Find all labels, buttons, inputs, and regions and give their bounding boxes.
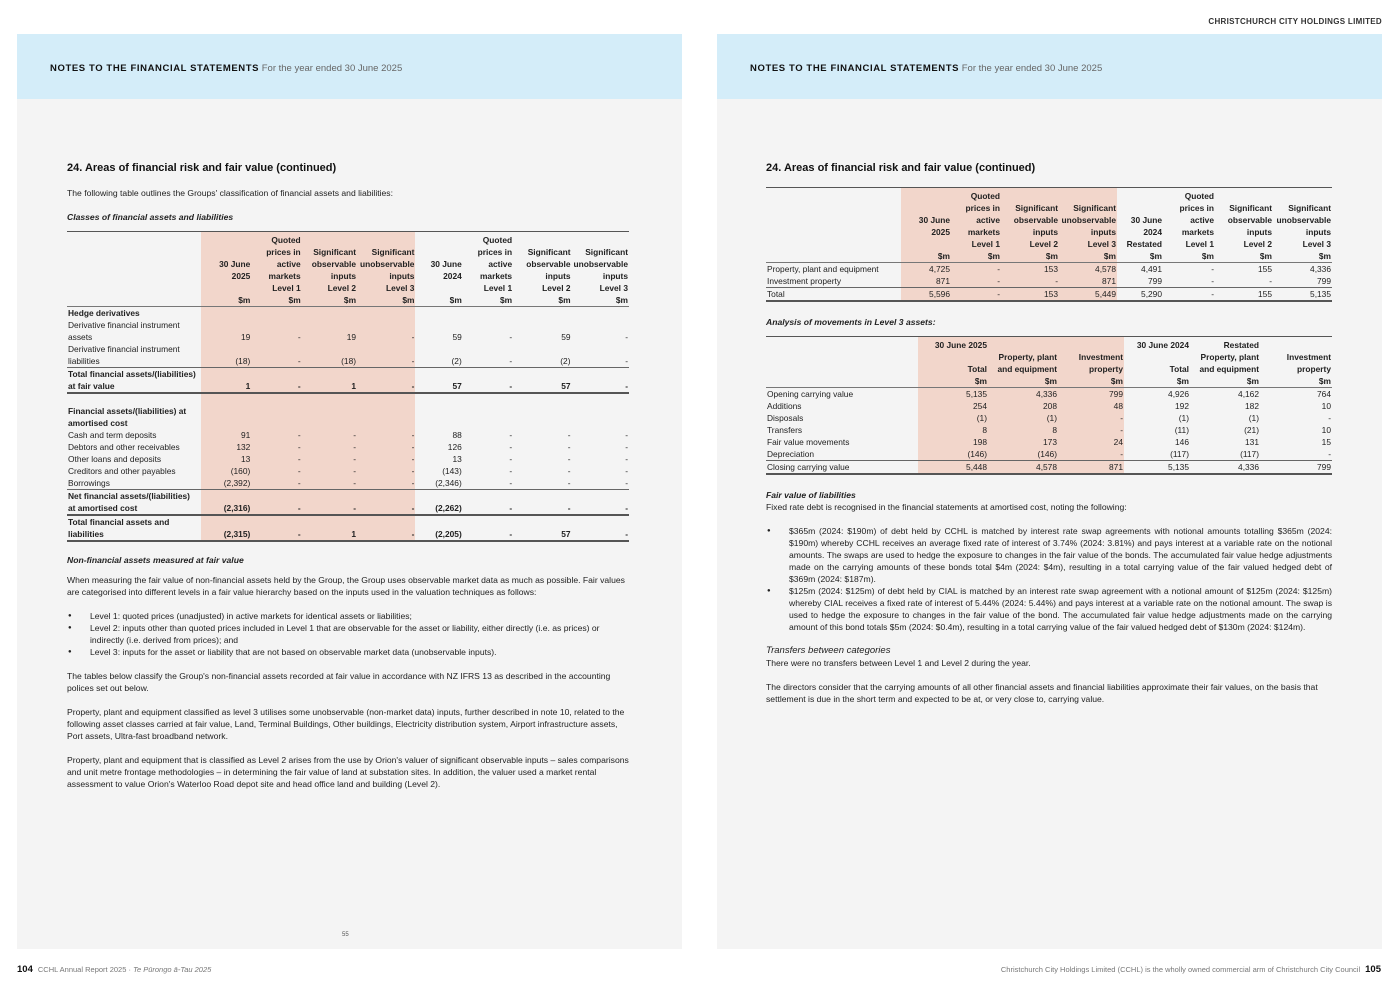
row-label: Closing carrying value <box>766 461 918 475</box>
table-cell: - <box>251 453 301 465</box>
liabilities-list <box>766 525 1332 633</box>
table-cell: - <box>625 356 628 366</box>
table-cell: (2) <box>451 356 462 366</box>
table-cell: 57 <box>513 368 571 394</box>
table-cell: 5,449 <box>1059 288 1117 302</box>
list-item: ● $365m (2024: $190m) of debt held by CCHL is matched by interest rate swap agreements with notional amounts totalling $365m (2024: $190m) whereby CCHL receives an average fixed rate of interest of 3.74% (2024: 3.81%) and pays interest at a variable rate on the notional amounts. The swaps are used to hedge the exposure to changes in the fair value of the bonds. The accumulated fair value hedge adjustments made on the carrying amounts of these bonds total $4m (2024: $4m), resulting in a total carrying value of the fair valued hedged debt of $369m (2024: $187m). <box>766 525 1332 585</box>
table-cell <box>201 405 251 429</box>
table-cell: - <box>302 490 357 516</box>
nonfinancial-title: Non-financial assets measured at fair value <box>67 555 244 565</box>
column-header: Investment property $m <box>1058 337 1124 388</box>
table-cell: - <box>357 515 415 541</box>
table-cell: 8 <box>918 424 988 436</box>
column-header: Quoted prices in active markets Level 1 $m <box>251 232 301 307</box>
table-cell: - <box>509 478 513 488</box>
table-cell: (2,346) <box>435 478 462 488</box>
table-cell: - <box>463 368 513 394</box>
table-cell: 59 <box>452 332 462 342</box>
table-cell <box>513 393 571 405</box>
table-cell: - <box>572 490 629 516</box>
footer-text: CCHL Annual Report 2025 · <box>37 965 134 974</box>
table-cell <box>463 405 513 429</box>
table-cell <box>357 393 415 405</box>
row-label: Derivative financial instrument assets <box>68 320 180 342</box>
table-row <box>67 429 629 441</box>
table-cell <box>415 405 462 429</box>
table-row <box>766 448 1332 461</box>
column-header: Quoted prices in active markets Level 1 $m <box>951 188 1001 263</box>
table-cell: 19 <box>302 319 357 343</box>
table-cell: - <box>302 477 357 490</box>
table-cell: - <box>509 430 513 440</box>
table-cell: 131 <box>1245 437 1259 447</box>
page-header <box>717 34 1382 99</box>
table-cell: - <box>951 275 1001 288</box>
table-row <box>67 368 629 394</box>
table-cell: - <box>1211 264 1214 274</box>
table-cell: - <box>357 429 415 441</box>
table-cell: 4,336 <box>1190 461 1260 475</box>
table-row <box>67 319 629 343</box>
table-cell: 155 <box>1215 288 1273 302</box>
column-header: 30 June 2024 $m <box>415 232 462 307</box>
table-cell: 254 <box>918 400 988 412</box>
table-cell: (2,392) <box>201 477 251 490</box>
paragraph: The directors consider that the carrying amounts of all other financial assets and financial liabilities approximate their fair values, on the basis that settlement is due in the short term and expected to be at, or very close to, carrying value. <box>766 682 1318 704</box>
table-cell: (143) <box>442 466 462 476</box>
table-cell <box>251 405 301 429</box>
table-cell: (2,316) <box>201 490 251 516</box>
table-cell: 4,336 <box>1310 264 1331 274</box>
paragraph: Property, plant and equipment classified as level 3 utilises some unobservable (non-market data) inputs, further described in note 10, related to the following asset classes carried at fair value, Land, Terminal Buildings, Other buildings, Electricity distribution system, Airport infrastructure assets, Port assets, Ultra-fast broadband network. <box>67 707 625 741</box>
table-cell: 764 <box>1317 389 1331 399</box>
table-header-row <box>67 232 629 307</box>
table-row <box>766 275 1332 288</box>
table-cell: - <box>509 454 513 464</box>
table-cell: 799 <box>1260 461 1332 475</box>
column-header: 30 June 2024 Total $m <box>1124 337 1190 388</box>
table-cell: 799 <box>1148 276 1162 286</box>
table-cell: 5,135 <box>1124 461 1190 475</box>
column-header: Quoted prices in active markets Level 1 $m <box>1163 188 1215 263</box>
table-cell: 155 <box>1258 264 1272 274</box>
table-cell: 19 <box>201 319 251 343</box>
table-cell: - <box>251 429 301 441</box>
table-cell: 15 <box>1321 437 1331 447</box>
table-cell: 4,578 <box>1059 263 1117 276</box>
table-cell: (11) <box>1174 425 1189 435</box>
table-cell: 5,135 <box>1273 288 1332 302</box>
table-cell <box>302 307 357 320</box>
table-cell: 5,596 <box>901 288 951 302</box>
table-cell: 88 <box>452 430 462 440</box>
row-label: Disposals <box>767 413 804 423</box>
fair-value-hierarchy-table <box>766 187 1332 302</box>
table-cell: - <box>251 319 301 343</box>
table-cell: 5,290 <box>1117 288 1163 302</box>
levels-list <box>67 610 629 658</box>
header-subtitle: For the year ended 30 June 2025 <box>961 63 1103 74</box>
row-label: Total financial assets/(liabilities) at fair value <box>67 368 201 394</box>
paragraph: There were no transfers between Level 1 and Level 2 during the year. <box>766 658 1031 668</box>
table-cell: (18) <box>302 343 357 368</box>
table-row <box>67 490 629 516</box>
table-cell: - <box>357 477 415 490</box>
column-header: Significant observable inputs Level 2 $m <box>1215 188 1273 263</box>
row-label: Borrowings <box>68 478 110 488</box>
table-cell: - <box>251 441 301 453</box>
table-cell: - <box>951 288 1001 302</box>
column-header: Restated Property, plant and equipment $m <box>1190 337 1260 388</box>
table-cell: (117) <box>1240 449 1259 459</box>
row-label: Fair value movements <box>767 437 850 447</box>
table-cell: - <box>567 430 571 440</box>
table-title: Classes of financial assets and liabilities <box>67 212 234 222</box>
table-cell: - <box>1269 276 1272 286</box>
table-cell: - <box>625 454 628 464</box>
row-label: Financial assets/(liabilities) at amortised cost <box>68 406 187 428</box>
table-cell: 10 <box>1321 425 1331 435</box>
footer-text-italic: Te Pūrongo ā-Tau 2025 <box>133 965 212 974</box>
table-cell: 8 <box>988 424 1058 436</box>
table-cell: 4,725 <box>901 263 951 276</box>
table-cell: (146) <box>918 448 988 461</box>
table-cell: - <box>357 465 415 477</box>
table-cell: 799 <box>1058 388 1124 401</box>
table-cell: - <box>302 465 357 477</box>
table-cell <box>357 307 415 320</box>
table-cell: 24 <box>1058 436 1124 448</box>
table-cell: (160) <box>201 465 251 477</box>
table-cell: - <box>357 453 415 465</box>
right-page <box>717 34 1382 949</box>
table-cell: - <box>1211 276 1214 286</box>
column-header <box>766 188 901 263</box>
list-item: ● $125m (2024: $125m) of debt held by CIAL is matched by an interest rate swap agreement with a notional amount of $125m (2024: $125m) whereby CIAL receives a fixed rate of interest of 5.44% (2024: 5.44%) and pays interest at a variable rate on the notional amount. The swap is used to hedge the exposure to changes in the fair value of the bond. The accumulated fair value hedge adjustments made on the carrying amount of this bond totals $5m (2024: $0.4m), resulting in a total carrying value of the fair valued hedged debt of $130m (2024: $124m). <box>766 585 1332 633</box>
row-label: Creditors and other payables <box>68 466 176 476</box>
table-cell: (2,262) <box>415 490 462 516</box>
table-row <box>766 388 1332 401</box>
header-title: NOTES TO THE FINANCIAL STATEMENTS <box>750 63 960 74</box>
table-cell: - <box>463 515 513 541</box>
table-cell: - <box>357 368 415 394</box>
table-cell <box>572 307 629 320</box>
table-cell <box>251 393 301 405</box>
row-label: Debtors and other receivables <box>68 442 180 452</box>
table-cell: 4,491 <box>1141 264 1162 274</box>
table-cell: - <box>302 453 357 465</box>
table-cell <box>302 405 357 429</box>
table-cell: - <box>1328 413 1331 423</box>
paragraph: When measuring the fair value of non-financial assets held by the Group, the Group uses observable market data as much as possible. Fair values are categorised into different levels in a fair value hierarchy based on the inputs used in the valuation techniques as follows: <box>67 575 625 597</box>
transfers-title: Transfers between categories <box>766 645 891 656</box>
row-label: Total <box>766 288 901 302</box>
row-label: Hedge derivatives <box>68 308 140 318</box>
table-cell: - <box>1328 449 1331 459</box>
table-cell: 5,135 <box>918 388 988 401</box>
row-label: Net financial assets/(liabilities) at amortised cost <box>67 490 201 516</box>
table-cell: 10 <box>1321 401 1331 411</box>
table-cell: (1) <box>988 412 1058 424</box>
column-header: Significant unobservable inputs Level 3 $m <box>1273 188 1332 263</box>
table-cell: 1 <box>201 368 251 394</box>
table-cell: 182 <box>1245 401 1259 411</box>
row-label: Property, plant and equipment <box>767 264 879 274</box>
table-row <box>766 436 1332 448</box>
row-label: Depreciation <box>767 449 815 459</box>
table-cell: - <box>357 441 415 453</box>
table-cell: - <box>357 343 415 368</box>
paragraph: Property, plant and equipment that is classified as Level 2 arises from the use by Orion's valuer of significant observable inputs – sales comparisons and unit metre frontage methodologies – in determining the fair value of land at substation sites. In addition, the valuer used a market rental assessment to value Orion's Waterloo Road depot site and head office land and building (Level 2). <box>67 755 629 789</box>
table-cell: 91 <box>201 429 251 441</box>
row-label: Additions <box>767 401 802 411</box>
table-cell <box>415 307 462 320</box>
table-cell: 153 <box>1001 288 1059 302</box>
table-cell: 173 <box>988 436 1058 448</box>
table-cell: - <box>1058 424 1124 436</box>
page-number: 105 <box>1365 964 1381 975</box>
financial-assets-table <box>67 231 629 542</box>
column-header <box>766 337 918 388</box>
table-cell: 5,448 <box>918 461 988 475</box>
table-cell <box>572 405 629 429</box>
table-cell: 1 <box>302 368 357 394</box>
table-cell: - <box>572 368 629 394</box>
table-cell: - <box>509 356 513 366</box>
column-header: Significant observable inputs Level 2 $m <box>513 232 571 307</box>
table-row <box>766 263 1332 276</box>
table-header-row <box>766 337 1332 388</box>
list-item: ● Level 1: quoted prices (unadjusted) in active markets for identical assets or liabilities; <box>67 610 629 622</box>
table-title: Analysis of movements in Level 3 assets: <box>766 317 936 327</box>
table-cell <box>201 393 251 405</box>
table-cell: - <box>463 490 513 516</box>
table-cell: - <box>567 454 571 464</box>
table-header-row <box>766 188 1332 263</box>
footer-right <box>1001 964 1386 975</box>
table-row <box>67 515 629 541</box>
table-cell <box>513 307 571 320</box>
table-row <box>766 424 1332 436</box>
row-label <box>67 393 201 405</box>
table-cell: - <box>625 466 628 476</box>
table-cell: - <box>251 490 301 516</box>
column-header: Significant observable inputs Level 2 $m <box>1001 188 1059 263</box>
list-item: ● Level 3: inputs for the asset or liability that are not based on observable market data (unobservable inputs). <box>67 646 629 658</box>
table-cell <box>357 405 415 429</box>
intro-text: The following table outlines the Groups' classification of financial assets and liabilities: <box>67 188 393 198</box>
table-cell <box>415 393 462 405</box>
table-cell: - <box>509 332 513 342</box>
row-label: Opening carrying value <box>767 389 854 399</box>
table-cell: 13 <box>452 454 462 464</box>
table-cell: - <box>251 515 301 541</box>
table-cell: - <box>567 442 571 452</box>
table-cell: - <box>251 477 301 490</box>
table-cell: 799 <box>1317 276 1331 286</box>
table-row <box>67 465 629 477</box>
table-cell <box>572 393 629 405</box>
table-cell: 4,336 <box>988 388 1058 401</box>
column-header <box>67 232 201 307</box>
inner-page-number: 55 <box>342 932 349 938</box>
table-cell: - <box>357 319 415 343</box>
table-row <box>67 405 629 429</box>
paragraph: The tables below classify the Group's non-financial assets recorded at fair value in accordance with NZ IFRS 13 as described in the accounting polices set out below. <box>67 671 611 693</box>
table-cell: 126 <box>447 442 462 452</box>
table-cell: 57 <box>415 368 462 394</box>
column-header: 30 June 2025 $m <box>201 232 251 307</box>
column-header: 30 June 2024 Restated $m <box>1117 188 1163 263</box>
table-cell: - <box>302 441 357 453</box>
table-row <box>766 412 1332 424</box>
table-cell: 4,926 <box>1168 389 1189 399</box>
table-cell: (2,205) <box>415 515 462 541</box>
table-cell: 871 <box>1058 461 1124 475</box>
table-row <box>67 477 629 490</box>
table-cell: (146) <box>988 448 1058 461</box>
level3-movements-table <box>766 336 1332 475</box>
table-cell: - <box>513 490 571 516</box>
column-header: 30 June 2025 Total $m <box>918 337 988 388</box>
table-cell: - <box>509 466 513 476</box>
table-cell: - <box>1001 275 1059 288</box>
row-label: Other loans and deposits <box>68 454 162 464</box>
table-cell: - <box>625 332 628 342</box>
table-cell: (2) <box>560 356 571 366</box>
table-cell: 48 <box>1058 400 1124 412</box>
paragraph: Fixed rate debt is recognised in the financial statements at amortised cost, noting the following: <box>766 502 1127 512</box>
table-cell: - <box>509 442 513 452</box>
table-cell: - <box>302 429 357 441</box>
table-cell: - <box>251 343 301 368</box>
section-heading: 24. Areas of financial risk and fair value (continued) <box>766 162 1036 174</box>
section-heading: 24. Areas of financial risk and fair value (continued) <box>67 162 337 174</box>
table-cell <box>463 307 513 320</box>
table-cell: 871 <box>1059 275 1117 288</box>
header-subtitle: For the year ended 30 June 2025 <box>261 63 403 74</box>
table-cell: (21) <box>1244 425 1259 435</box>
table-cell: 146 <box>1175 437 1189 447</box>
table-cell: 192 <box>1175 401 1189 411</box>
column-header: Significant unobservable inputs Level 3 $m <box>572 232 629 307</box>
table-cell: (2,315) <box>201 515 251 541</box>
table-cell: 57 <box>513 515 571 541</box>
column-header: Investment property $m <box>1260 337 1332 388</box>
company-name: CHRISTCHURCH CITY HOLDINGS LIMITED <box>1208 17 1382 26</box>
row-label: Derivative financial instrument liabilities <box>68 344 180 366</box>
table-cell: 198 <box>918 436 988 448</box>
table-cell: 59 <box>561 332 571 342</box>
table-cell: - <box>357 490 415 516</box>
table-cell: - <box>251 368 301 394</box>
table-cell: 153 <box>1001 263 1059 276</box>
table-cell: - <box>625 442 628 452</box>
row-label: Investment property <box>767 276 842 286</box>
table-cell: 13 <box>201 453 251 465</box>
table-row <box>766 288 1332 302</box>
table-cell: (1) <box>1178 413 1189 423</box>
table-row <box>67 393 629 405</box>
table-cell: 4,162 <box>1238 389 1259 399</box>
table-cell <box>302 393 357 405</box>
footer-left <box>12 964 211 975</box>
column-header: Significant unobservable inputs Level 3 $m <box>357 232 415 307</box>
table-cell: (117) <box>1170 449 1189 459</box>
table-cell: - <box>951 263 1001 276</box>
table-cell <box>251 307 301 320</box>
list-item: ● Level 2: inputs other than quoted prices included in Level 1 that are observable for the asset or liability, either directly (i.e. as prices) or indirectly (i.e. derived from prices); and <box>67 622 629 646</box>
table-cell: 208 <box>988 400 1058 412</box>
table-cell: - <box>625 478 628 488</box>
table-cell: (1) <box>918 412 988 424</box>
column-header: Quoted prices in active markets Level 1 $m <box>463 232 513 307</box>
footer-text: Christchurch City Holdings Limited (CCHL) is the wholly owned commercial arm of Christchurch City Council <box>1000 965 1361 974</box>
table-cell: - <box>1163 288 1215 302</box>
table-row <box>67 441 629 453</box>
table-cell: - <box>1058 412 1124 424</box>
table-row <box>766 461 1332 475</box>
table-cell: - <box>1058 448 1124 461</box>
table-cell: (1) <box>1248 413 1259 423</box>
table-cell: - <box>251 465 301 477</box>
table-cell <box>463 393 513 405</box>
column-header: Significant observable inputs Level 2 $m <box>302 232 357 307</box>
row-label: Total financial assets and liabilities <box>67 515 201 541</box>
liabilities-title: Fair value of liabilities <box>766 490 856 500</box>
table-row <box>67 343 629 368</box>
table-cell: 4,578 <box>988 461 1058 475</box>
table-row <box>67 453 629 465</box>
row-label: Transfers <box>767 425 803 435</box>
table-cell: - <box>567 466 571 476</box>
table-row <box>766 400 1332 412</box>
table-cell: - <box>625 430 628 440</box>
table-cell: 871 <box>901 275 951 288</box>
table-cell: - <box>567 478 571 488</box>
table-row <box>67 307 629 320</box>
left-page <box>17 34 682 949</box>
page-header <box>17 34 682 99</box>
table-cell: 132 <box>201 441 251 453</box>
table-cell: 1 <box>302 515 357 541</box>
page-number: 104 <box>17 964 33 975</box>
column-header: 30 June 2025 $m <box>901 188 951 263</box>
column-header: Significant unobservable inputs Level 3 $m <box>1059 188 1117 263</box>
row-label: Cash and term deposits <box>68 430 157 440</box>
header-title: NOTES TO THE FINANCIAL STATEMENTS <box>50 63 260 74</box>
column-header: Property, plant and equipment $m <box>988 337 1058 388</box>
table-cell <box>201 307 251 320</box>
table-cell: (18) <box>201 343 251 368</box>
table-cell: - <box>572 515 629 541</box>
table-cell <box>513 405 571 429</box>
